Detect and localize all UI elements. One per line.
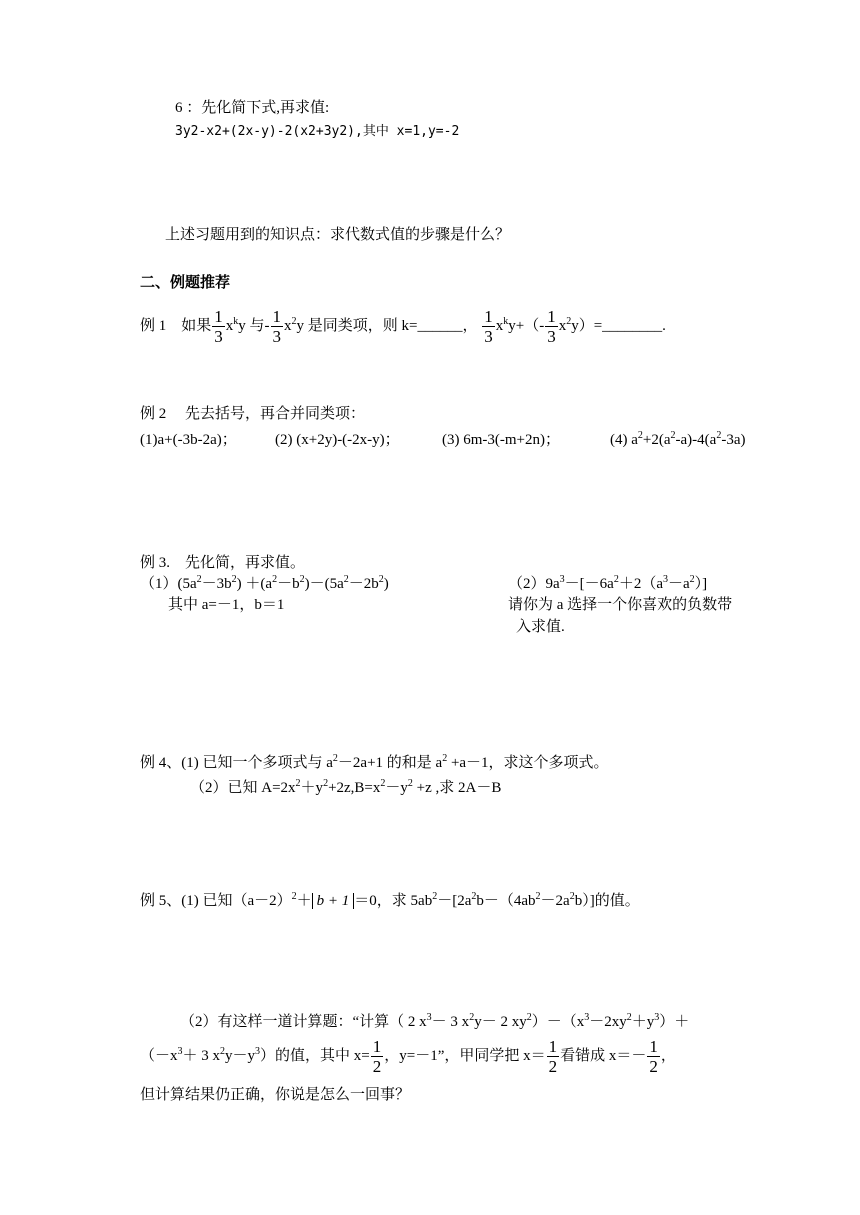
example-3-part-1: $(1)(5a^2-3b^2) +(a^2-b^2)-(5a^2-2b^2)$ [140,574,389,592]
absolute-value: b + 1 [312,893,355,909]
example-3-part-2-line-2: 请你为 a 选择一个你喜欢的负数带 [508,597,733,613]
example-5-part-1: 例 5、(1) 已知$(a-2)^2+ b + 1 =0$，求 $5ab^2-[2a^2b-(4ab^2-2a^2b)]$的值。 [140,891,640,909]
fraction: $\frac{1}{2}$ [372,1037,382,1077]
example-2-item-1: (1)a+(-3b-2a)； [140,432,237,448]
fraction: $\frac{1}{3}$ [214,307,223,347]
example-3-part-2: $(2)9a^3-[-6a^2+2(a^3-a^2)]$ [508,574,708,592]
knowledge-question: 上述习题用到的知识点：求代数式值的步骤是什么？ [165,227,511,243]
example-4-part-2: （2）已知 $A=2x^2+y^2+2z,B=x^2-y^2 +z$ ,求 2A－B [190,778,502,796]
example-3-title: 例 3. 先化简，再求值。 [140,555,306,571]
fraction: $\frac{1}{2}$ [548,1037,558,1077]
example-5-part-2-line-1: （2）有这样一道计算题：“计算（ 2 $x^3- 3$ $x^2y- 2$ $xy^2)-(x^3-2xy^2+y^3)+$ [180,1012,690,1030]
q6-expression: 3y2-x2+(2x-y)-2(x2+3y2),其中 x=1,y=-2 [175,124,460,139]
example-4-part-1: 例 4、(1) 已知一个多项式与 $a^2-2a+1$ 的和是 $a^2 +a-1$，求这个多项式。 [140,753,609,771]
example-3-part-2-line-3: 入求值. [516,619,565,635]
example-2-item-3: (3) 6m-3(-m+2n)； [442,432,561,448]
example-2-item-4: (4) $a^2+2(a^2-a)-4(a^2-3a)$ [610,430,746,448]
example-1: 例 1 如果 $\frac{1}{3}$ $x^ky$ 与- $\frac{1}{3}$ $x^2y$ 是同类项，则 k=______， $\frac{1}{3}$ $x^ky+(-$ $\frac{1}{3}$ $x^2y)=\_\_\_\_\_\_\_\_$. [140,307,666,347]
fraction: $\frac{1}{3}$ [547,307,556,347]
fraction: $\frac{1}{2}$ [649,1037,658,1077]
example-5-part-2-line-3: 但计算结果仍正确，你说是怎么一回事？ [140,1087,411,1103]
example-3-condition: 其中 a=－1，b＝1 [168,597,285,613]
fraction: $\frac{1}{3}$ [272,307,282,347]
section-title: 二、例题推荐 [140,275,231,291]
example-2-item-2: (2) (x+2y)-(-2x-y)； [275,432,400,448]
q6-title: 6 ：先化简下式,再求值: [175,100,330,116]
fraction: $\frac{1}{3}$ [484,307,493,347]
example-5-part-2-line-2: （$-x^3+ 3$ $x^2y-y^3$）的值，其中 x= $\frac{1}{2}$ ，y=－1”，甲同学把 x＝ $\frac{1}{2}$ 看错成 x＝－ $\frac{1}{2}$ ， [140,1037,676,1077]
example-1-label: 例 1 [140,318,167,334]
example-2-title: 例 2 先去括号，再合并同类项： [140,406,366,422]
